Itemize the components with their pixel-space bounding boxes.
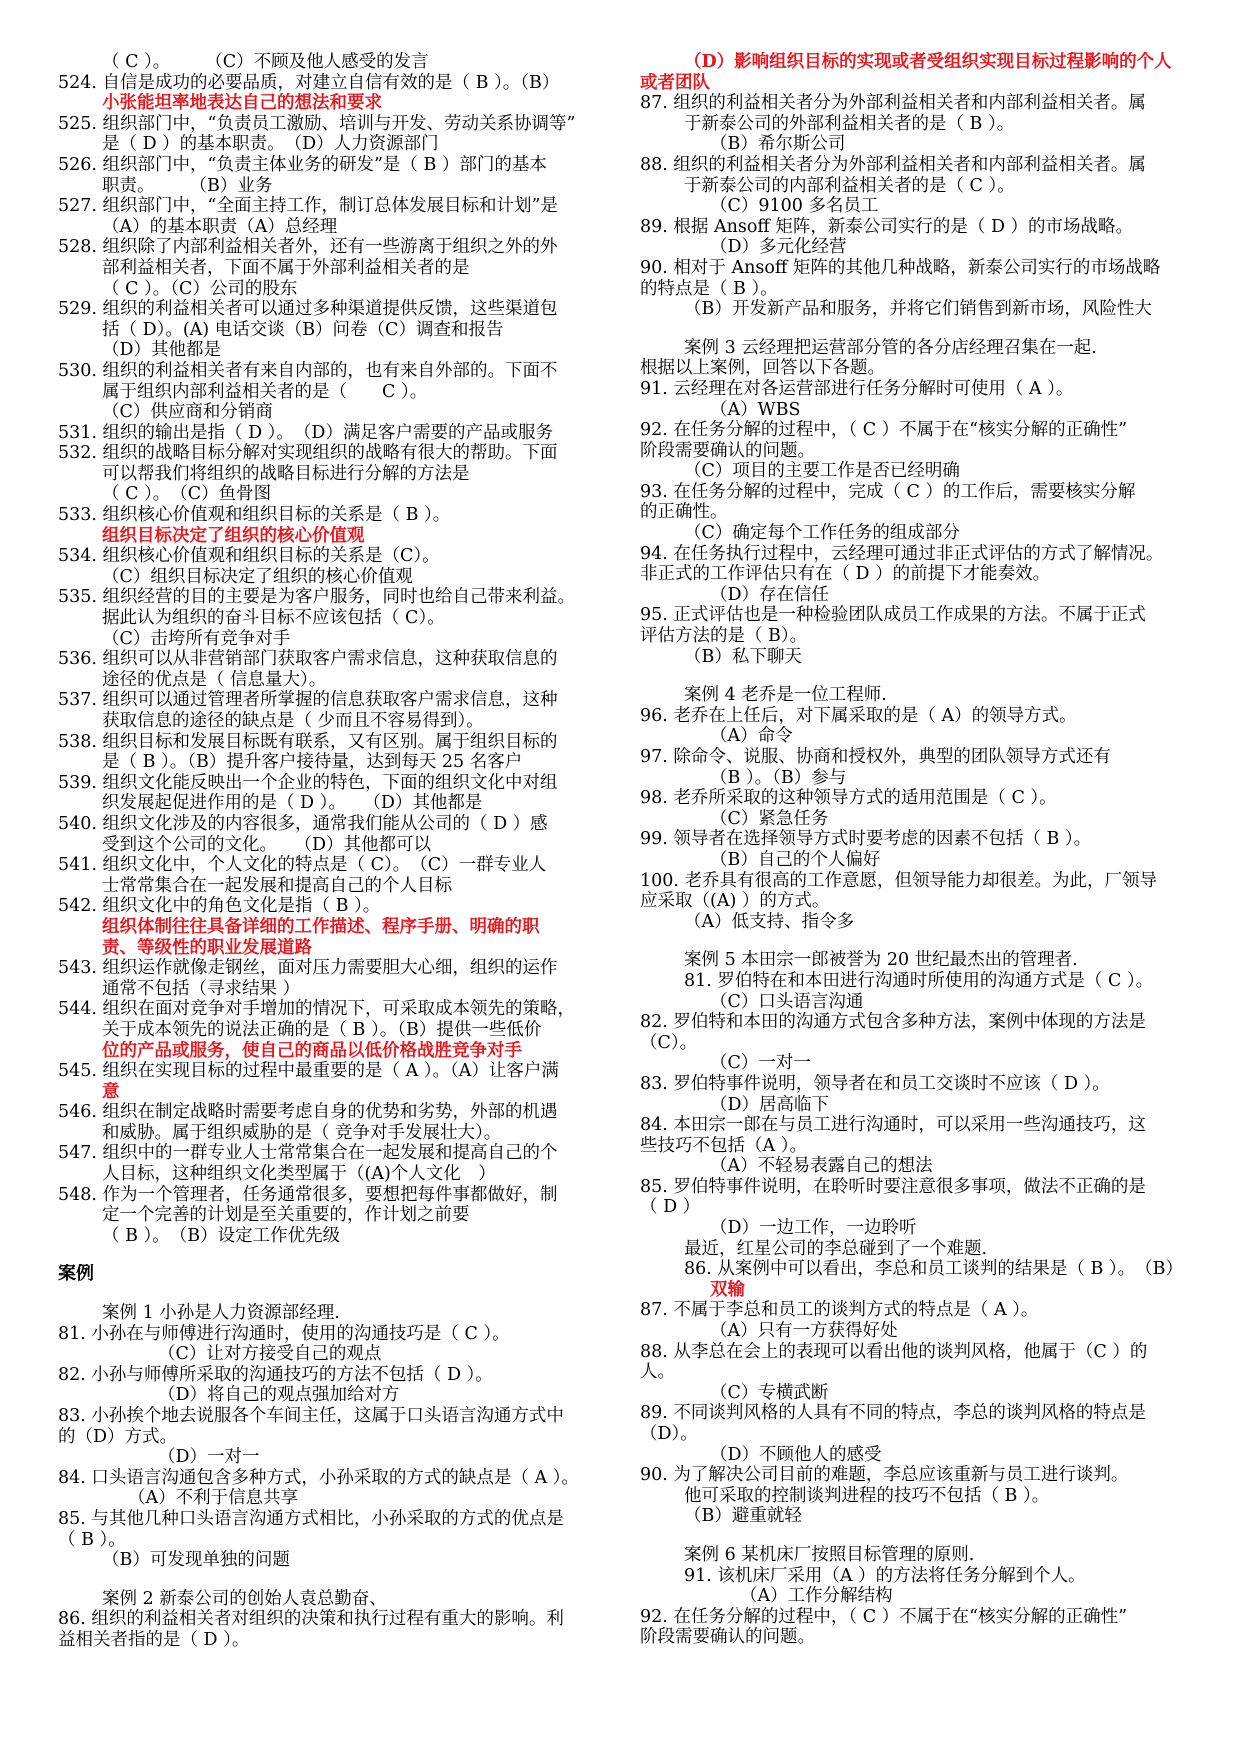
right-line: 98. 老乔所采取的这种领导方式的适用范围是（ C ）。 [640, 788, 1057, 809]
right-line: 应采取（(A) ）的方式。 [640, 891, 830, 912]
left-line: 案例 [58, 1264, 94, 1285]
right-line: 案例 5 本田宗一郎被誉为 20 世纪最杰出的管理者. [684, 950, 1078, 971]
left-line: 538. 组织目标和发展目标既有联系，又有区别。属于组织目标的 [58, 731, 558, 752]
left-line: 和威胁。属于组织威胁的是（ 竞争对手发展壮大）。 [102, 1122, 502, 1143]
left-line: 可以帮我们将组织的战略目标进行分解的方法是 [102, 463, 470, 484]
right-line: 90. 相对于 Ansoff 矩阵的其他几种战略，新泰公司实行的市场战略 [640, 257, 1161, 278]
right-line: 非正式的工作评估只有在（ D ）的前提下才能奏效。 [640, 564, 1051, 585]
right-line: （C）专横武断 [710, 1382, 829, 1403]
left-line: 织发展起促进作用的是（ D ）。 （D）其他都是 [102, 793, 483, 814]
right-line [640, 667, 1185, 685]
right-line: 92. 在任务分解的过程中，（ C ）不属于在“核实分解的正确性” [640, 1606, 1128, 1627]
right-line: 91. 云经理在对各运营部进行任务分解时可使用（ A ）。 [640, 378, 1074, 399]
right-line [640, 320, 1185, 338]
right-line: （C）一对一 [710, 1053, 811, 1074]
left-line: 534. 组织核心价值观和组织目标的关系是（C）。 [58, 546, 440, 567]
left-line: 527. 组织部门中，“全面主持工作，制订总体发展目标和计划”是 [58, 196, 558, 217]
left-line: 案例 2 新泰公司的创始人袁总勤奋、 [102, 1588, 387, 1609]
left-line: 541. 组织文化中，个人文化的特点是（ C）。 （C）一群专业人 [58, 855, 547, 876]
right-line: （D）不顾他人的感受 [710, 1444, 882, 1465]
right-line: 评估方法的是（ B）。 [640, 626, 808, 647]
left-line: 士常常集合在一起发展和提高自己的个人目标 [102, 875, 452, 896]
right-line: （B）自己的个人偏好 [710, 849, 881, 870]
left-line: （ C ）。（C）公司的股东 [102, 278, 298, 299]
right-line: （A）只有一方获得好处 [710, 1321, 898, 1342]
left-line: 83. 小孙挨个地去说服各个车间主任，这属于口头语言沟通方式中 [58, 1406, 564, 1426]
right-line: （D）多元化经营 [710, 237, 847, 258]
left-line: 位的产品或服务，使自己的商品以低价格战胜竞争对手 [102, 1040, 522, 1061]
right-line: 他可采取的控制谈判进程的技巧不包括（ B ）。 [684, 1485, 1050, 1506]
right-line: 些技巧不包括（A ）。 [640, 1135, 807, 1156]
left-line: 属于组织内部利益相关者的是（ C ）。 [102, 381, 428, 402]
right-line: （C）口头语言沟通 [710, 991, 864, 1012]
left-line: 85. 与其他几种口头语言沟通方式相比，小孙采取的方式的优点是 [58, 1508, 564, 1529]
right-line [640, 932, 1185, 950]
left-column [58, 52, 603, 1651]
right-line: 于新泰公司的内部利益相关者的是（ C ）。 [684, 175, 1015, 196]
left-line: 小张能坦率地表达自己的想法和要求 [102, 93, 382, 114]
left-line [58, 1246, 603, 1264]
left-line: 受到这个公司的文化。 （D）其他都可以 [102, 834, 432, 855]
left-line: （ C ）。 （C）不顾及他人感受的发言 [102, 52, 429, 72]
right-line: 根据以上案例，回答以下各题。 [640, 358, 885, 379]
right-line: （D）影响组织目标的实现或者受组织实现目标过程影响的个人 [684, 52, 1172, 72]
right-line: 的正确性。 [640, 502, 728, 523]
left-line: 部利益相关者，下面不属于外部利益相关者的是 [102, 257, 470, 278]
left-line: 544. 组织在面对竞争对手增加的情况下，可采取成本领先的策略， [58, 999, 576, 1020]
right-line: （C）紧急任务 [710, 808, 829, 829]
left-line: 537. 组织可以通过管理者所掌握的信息获取客户需求信息，这种 [58, 690, 558, 711]
left-line [58, 1571, 603, 1589]
right-line: 案例 3 云经理把运营部分管的各分店经理召集在一起. [684, 337, 1097, 358]
left-line: 责、等级性的职业发展道路 [102, 937, 312, 958]
left-line: 532. 组织的战略目标分解对实现组织的战略有很大的帮助。下面 [58, 443, 558, 464]
right-line [640, 1527, 1185, 1545]
left-line: （D）将自己的观点强加给对方 [158, 1385, 400, 1406]
right-line: 89. 不同谈判风格的人具有不同的特点，李总的谈判风格的特点是 [640, 1403, 1146, 1424]
right-line: 92. 在任务分解的过程中，（ C ）不属于在“核实分解的正确性” [640, 420, 1128, 441]
left-line: 意 [102, 1081, 120, 1102]
right-line: 87. 不属于李总和员工的谈判方式的特点是（ A ）。 [640, 1300, 1039, 1321]
left-line: 是（ B ）。（B）提升客户接待量，达到每天 25 名客户 [102, 752, 523, 773]
right-line: 于新泰公司的外部利益相关者的是（ B ）。 [684, 113, 1015, 134]
right-line: （C）项目的主要工作是否已经明确 [684, 461, 960, 482]
left-line: （B）可发现单独的问题 [102, 1550, 290, 1571]
right-line: （C）确定每个工作任务的组成部分 [684, 523, 960, 544]
left-line: 533. 组织核心价值观和组织目标的关系是（ B ）。 [58, 505, 451, 526]
left-line: （C）让对方接受自己的观点 [158, 1344, 382, 1365]
left-line: 526. 组织部门中，“负责主体业务的研发”是（ B ）部门的基本 [58, 154, 547, 175]
right-line: 87. 组织的利益相关者分为外部利益相关者和内部利益相关者。属 [640, 93, 1146, 114]
right-line: 94. 在任务执行过程中，云经理可通过非正式评估的方式了解情况。 [640, 543, 1164, 564]
right-line: （D）一边工作，一边聆听 [710, 1218, 917, 1239]
right-line: 85. 罗伯特事件说明，在聆听时要注意很多事项，做法不正确的是 [640, 1176, 1146, 1197]
right-line: 82. 罗伯特和本田的沟通方式包含多种方法，案例中体现的方法是 [640, 1012, 1146, 1033]
left-line: 案例 1 小孙是人力资源部经理. [102, 1303, 340, 1324]
left-line: （A）不利于信息共享 [128, 1488, 299, 1509]
right-line: （A）不轻易表露自己的想法 [710, 1156, 933, 1177]
left-line: 括（ D）。(A) 电话交谈（B）问卷（C）调查和报告 [102, 319, 504, 340]
right-line: 83. 罗伯特事件说明，领导者在和员工交谈时不应该（ D ）。 [640, 1073, 1110, 1094]
left-line: 人目标，这种组织文化类型属于（(A)个人文化 ） [102, 1164, 496, 1185]
right-line: 89. 根据 Ansoff 矩阵，新泰公司实行的是（ D ）的市场战略。 [640, 216, 1134, 237]
left-line: （C）供应商和分销商 [102, 402, 273, 423]
right-line: （A）工作分解结构 [740, 1586, 893, 1607]
left-line: 525. 组织部门中，“负责员工激励、培训与开发、劳动关系协调等” [58, 113, 576, 134]
right-line: （A）低支持、指令多 [684, 911, 855, 932]
left-line: （ B ）。 [58, 1529, 126, 1550]
right-line: 或者团队 [640, 72, 710, 93]
left-line: 定一个完善的计划是至关重要的，作计划之前要 [102, 1205, 470, 1226]
right-line: 人。 [640, 1362, 675, 1383]
left-line: 547. 组织中的一群专业人士常常集合在一起发展和提高自己的个 [58, 1143, 558, 1164]
right-line: 双输 [710, 1279, 745, 1300]
right-line: 84. 本田宗一郎在与员工进行沟通时，可以采用一些沟通技巧，这 [640, 1115, 1146, 1136]
left-line: 82. 小孙与师傅所采取的沟通技巧的方法不包括（ D ）。 [58, 1364, 493, 1385]
right-line: 95. 正式评估也是一种检验团队成员工作成果的方法。不属于正式 [640, 605, 1146, 626]
left-line: 543. 组织运作就像走钢丝，面对压力需要胆大心细，组织的运作 [58, 958, 558, 979]
left-line: 548. 作为一个管理者，任务通常很多，要想把每件事都做好，制 [58, 1184, 558, 1205]
left-line: （C）击垮所有竞争对手 [102, 628, 291, 649]
right-line: （B）希尔斯公司 [710, 134, 846, 155]
left-line: 组织目标决定了组织的核心价值观 [102, 525, 365, 546]
left-line: 542. 组织文化中的角色文化是指（ B ）。 [58, 896, 381, 917]
left-line: 关于成本领先的说法正确的是（ B ）。（B）提供一些低价 [102, 1019, 542, 1040]
left-line: （D）其他都是 [102, 340, 222, 361]
left-line: 的（D）方式。 [58, 1426, 178, 1447]
right-line: （D）存在信任 [710, 584, 830, 605]
left-line: 途径的优点是（ 信息量大）。 [102, 669, 327, 690]
right-line: （A）WBS [710, 399, 801, 420]
left-line: （A）的基本职责（A）总经理 [102, 216, 338, 237]
left-line: 益相关者指的是（ D ）。 [58, 1629, 250, 1650]
right-line: 99. 领导者在选择领导方式时要考虑的因素不包括（ B ）。 [640, 829, 1092, 850]
right-line: 88. 组织的利益相关者分为外部利益相关者和内部利益相关者。属 [640, 154, 1146, 175]
left-line: 81. 小孙在与师傅进行沟通时，使用的沟通技巧是（ C ）。 [58, 1323, 510, 1344]
left-line: 540. 组织文化涉及的内容很多，通常我们能从公司的（ D ）感 [58, 813, 548, 834]
right-line: 91. 该机床厂采用（A ）的方法将任务分解到个人。 [684, 1565, 1086, 1586]
right-line: 97. 除命令、说服、协商和授权外，典型的团队领导方式还有 [640, 747, 1111, 767]
right-line: 96. 老乔在上任后，对下属采取的是（ A）的领导方式。 [640, 705, 1077, 726]
right-line: （ D ） [640, 1197, 701, 1218]
right-line: （B ）。（B）参与 [710, 767, 847, 788]
left-line: 获取信息的途径的缺点是（ 少而且不容易得到）。 [102, 711, 484, 731]
right-line: 81. 罗伯特在和本田进行沟通时所使用的沟通方式是（ C ）。 [684, 970, 1154, 991]
left-line: 536. 组织可以从非营销部门获取客户需求信息，这种获取信息的 [58, 649, 558, 670]
left-line: 545. 组织在实现目标的过程中最重要的是（ A ）。（A）让客户满 [58, 1061, 559, 1082]
left-line: （ C ）。 （C）鱼骨图 [102, 484, 272, 505]
left-line: 530. 组织的利益相关者有来自内部的，也有来自外部的。下面不 [58, 360, 558, 381]
left-line: 84. 口头语言沟通包含多种方式，小孙采取的方式的缺点是（ A ）。 [58, 1467, 579, 1488]
left-line: 是（ D ）的基本职责。 （D）人力资源部门 [102, 134, 439, 155]
right-line: （A）命令 [710, 726, 793, 747]
right-line: （C）9100 多名员工 [710, 196, 879, 217]
right-line: 90. 为了解决公司目前的难题，李总应该重新与员工进行谈判。 [640, 1465, 1129, 1486]
right-line: （D）居高临下 [710, 1094, 830, 1115]
right-line: 86. 从案例中可以看出，李总和员工谈判的结果是（ B ）。 （B） [684, 1259, 1183, 1280]
left-line: （D）一对一 [158, 1447, 260, 1468]
left-line: 据此认为组织的奋斗目标不应该包括（ C）。 [102, 608, 445, 629]
left-line: （ B ）。 （B）设定工作优先级 [102, 1225, 341, 1246]
right-line: 88. 从李总在会上的表现可以看出他的谈判风格，他属于（C ）的 [640, 1341, 1148, 1362]
left-line [58, 1285, 603, 1303]
right-line: 100. 老乔具有很高的工作意愿，但领导能力却很差。为此，厂领导 [640, 870, 1158, 891]
left-line: 535. 组织经营的目的主要是为客户服务，同时也给自己带来利益。 [58, 587, 576, 608]
right-line: 93. 在任务分解的过程中，完成（ C ）的工作后，需要核实分解 [640, 481, 1136, 502]
right-line: （C）。 [640, 1032, 698, 1053]
left-line: 524. 自信是成功的必要品质，对建立自信有效的是（ B ）。（B） [58, 72, 560, 93]
left-line: （C）组织目标决定了组织的核心价值观 [102, 566, 413, 587]
right-line: （B）私下聊天 [684, 646, 802, 667]
left-line: 546. 组织在制定战略时需要考虑自身的优势和劣势，外部的机遇 [58, 1102, 558, 1123]
left-line: 职责。 （B）业务 [102, 175, 273, 196]
right-line: 最近，红星公司的李总碰到了一个难题. [684, 1238, 988, 1259]
right-line: （B）开发新产品和服务，并将它们销售到新市场，风险性大 [684, 299, 1152, 320]
left-line: 组织体制往往具备详细的工作描述、程序手册、明确的职 [102, 916, 540, 937]
right-line: 的特点是（ B ）。 [640, 278, 778, 299]
right-line: 案例 6 某机床厂按照目标管理的原则. [684, 1544, 975, 1565]
left-line: 539. 组织文化能反映出一个企业的特色，下面的组织文化中对组 [58, 772, 558, 793]
right-line: （D）。 [640, 1424, 698, 1444]
left-line: 528. 组织除了内部利益相关者外，还有一些游离于组织之外的外 [58, 237, 558, 258]
left-line: 86. 组织的利益相关者对组织的决策和执行过程有重大的影响。利 [58, 1609, 564, 1630]
left-line: 531. 组织的输出是指（ D ）。 （D）满足客户需要的产品或服务 [58, 422, 553, 443]
left-line: 通常不包括（寻求结果 ） [102, 978, 301, 999]
right-line: 阶段需要确认的问题。 [640, 440, 815, 461]
left-line: 529. 组织的利益相关者可以通过多种渠道提供反馈，这些渠道包 [58, 299, 558, 320]
right-column [640, 52, 1185, 1648]
right-line: 阶段需要确认的问题。 [640, 1627, 815, 1648]
right-line: 案例 4 老乔是一位工程师. [684, 685, 887, 706]
right-line: （B）避重就轻 [684, 1506, 802, 1527]
